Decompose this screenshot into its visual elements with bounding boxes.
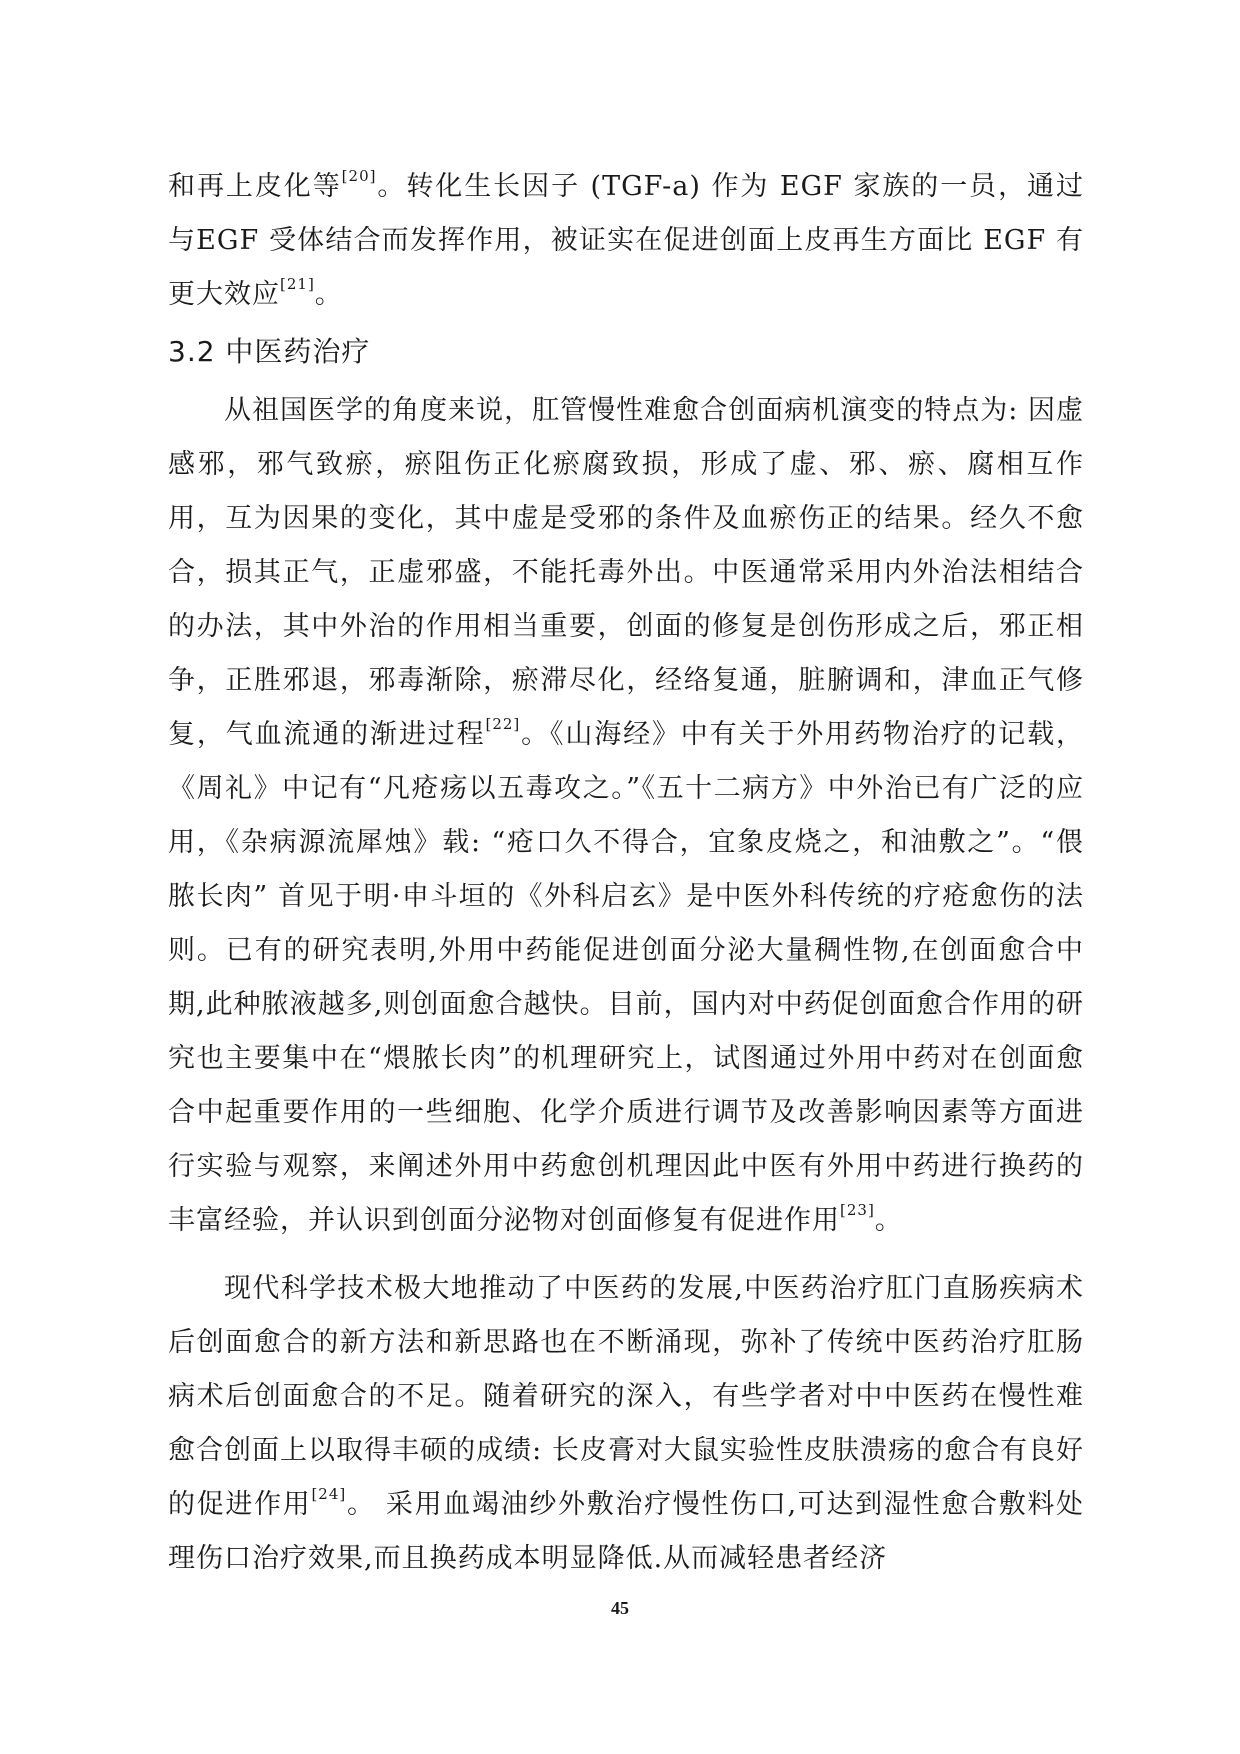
citation-reference: [22] <box>485 715 521 733</box>
paragraph-text: 从祖国医学的角度来说，肛管慢性难愈合创面病机演变的特点为: 因虚感邪，邪气致瘀，瘀阻伤正化瘀腐致损，形成了虚、邪、瘀、腐相互作用，互为因果的变化，其中虚是受邪的条件及血瘀伤正的结果。经久不愈合，损其正气，正虚邪盛，不能托毒外出。中医通常采用内外治法相结合的办法，其中外治的作用相当重要，创面的修复是创伤形成之后，邪正相争，正胜邪退，邪毒渐除，瘀滞尽化，经络复通，脏腑调和，津血正气修复，气血流通的渐进过程 <box>168 395 1084 750</box>
paragraph-tcm-theory <box>168 384 1084 1248</box>
page-content <box>168 160 1084 1586</box>
paragraph-text: 。 <box>874 1205 903 1236</box>
paragraph-modern-research <box>168 1262 1084 1586</box>
citation-reference: [24] <box>311 1485 347 1503</box>
paragraph-text: 和再上皮化等 <box>168 171 342 202</box>
citation-reference: [20] <box>341 167 377 185</box>
paragraph-text: 。 采用血竭油纱外敷治疗慢性伤口,可达到湿性愈合敷料处理伤口治疗效果,而且换药成本明显降低.从而减轻患者经济 <box>168 1489 1085 1574</box>
paragraph-continuation <box>168 160 1084 322</box>
page-number: 45 <box>611 1598 629 1618</box>
paragraph-text: 。 <box>314 279 343 310</box>
paragraph-text: 。转化生长因子 (TGF-a) 作为 EGF 家族的一员，通过与EGF 受体结合而发挥作用，被证实在促进创面上皮再生方面比 EGF 有更大效应 <box>168 171 1085 310</box>
citation-reference: [21] <box>280 275 315 293</box>
citation-reference: [23] <box>840 1201 875 1219</box>
section-heading: 3.2 中医药治疗 <box>168 335 371 368</box>
paragraph-text: 。《山海经》中有关于外用药物治疗的记载，《周礼》中记有“凡疮疡以五毒攻之。”《五十二病方》中外治已有广泛的应用，《杂病源流犀烛》载: “疮口久不得合，宜象皮烧之，和油敷之”。“偎脓长肉” 首见于明·申斗垣的《外科启玄》是中医外科传统的疗疮愈伤的法则。已有的研究表明,外用中药能促进创面分泌大量稠性物,在创面愈合中期,此种脓液越多,则创面愈合越快。目前，国内对中药促创面愈合作用的研究也主要集中在“煨脓长肉”的机理研究上，试图通过外用中药对在创面愈合中起重要作用的一些细胞、化学介质进行调节及改善影响因素等方面进行实验与观察，来阐述外用中药愈创机理因此中医有外用中药进行换药的丰富经验，并认识到创面分泌物对创面修复有促进作用 <box>168 719 1085 1236</box>
paragraph-text: 现代科学技术极大地推动了中医药的发展,中医药治疗肛门直肠疾病术后创面愈合的新方法和新思路也在不断涌现，弥补了传统中医药治疗肛肠病术后创面愈合的不足。随着研究的深入，有些学者对中中医药在慢性难愈合创面上以取得丰硕的成绩: 长皮膏对大鼠实验性皮肤溃疡的愈合有良好的促进作用 <box>168 1273 1084 1520</box>
